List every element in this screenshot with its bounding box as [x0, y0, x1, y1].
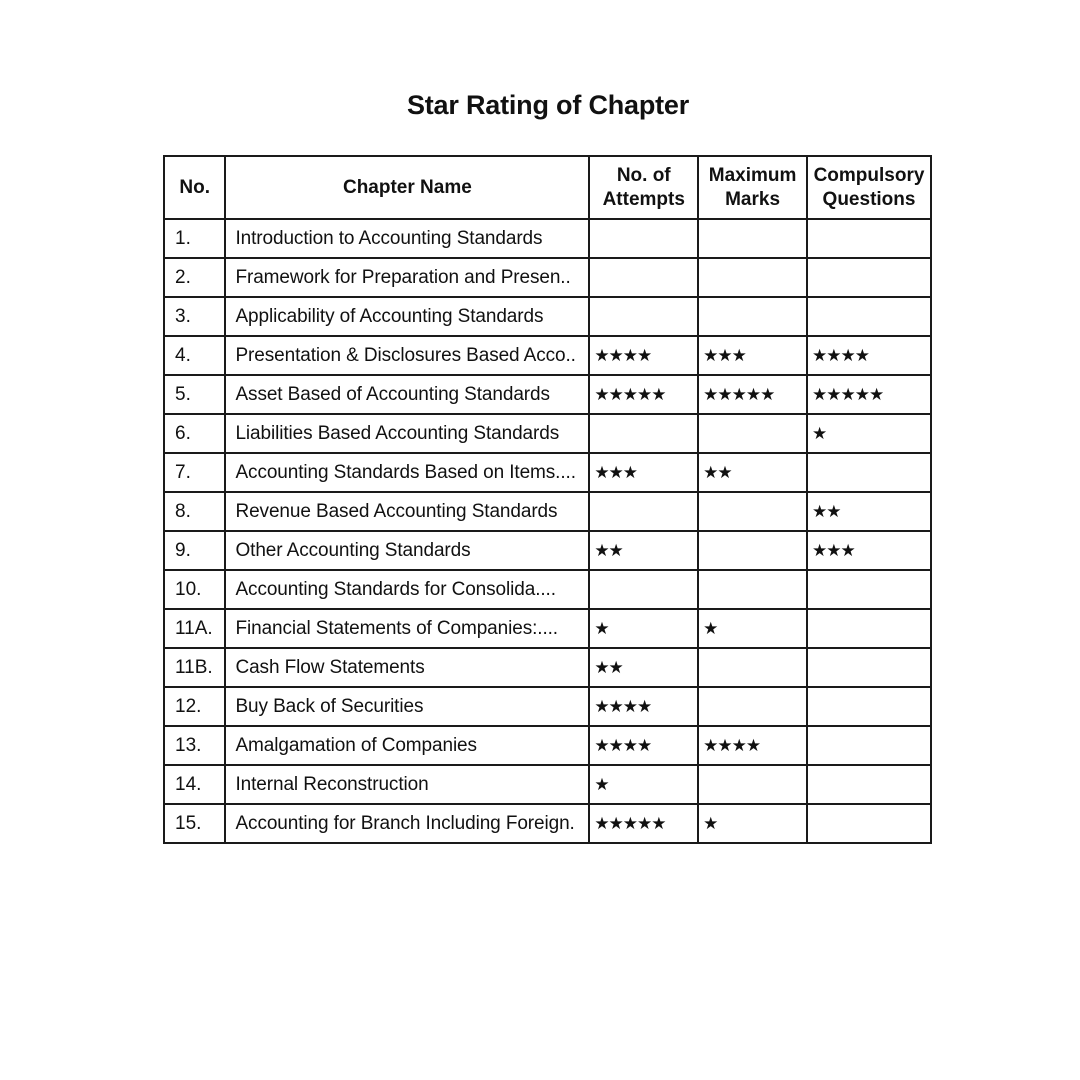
chapter-number: 13. [164, 726, 225, 765]
max-marks-stars [698, 648, 807, 687]
chapter-number: 15. [164, 804, 225, 843]
compulsory-stars: ★★ [807, 492, 931, 531]
compulsory-stars [807, 453, 931, 492]
max-marks-stars: ★★★★ [698, 726, 807, 765]
chapter-number: 7. [164, 453, 225, 492]
table-row [164, 219, 931, 258]
header-attempts [589, 156, 698, 219]
header-compulsory-questions [807, 156, 931, 219]
chapter-number: 2. [164, 258, 225, 297]
attempts-stars: ★★ [589, 648, 698, 687]
chapter-name: Cash Flow Statements [225, 648, 589, 687]
chapter-name: Introduction to Accounting Standards [225, 219, 589, 258]
attempts-stars: ★ [589, 609, 698, 648]
table-row [164, 765, 931, 804]
attempts-stars [589, 219, 698, 258]
header-maximum-marks [698, 156, 807, 219]
max-marks-stars [698, 687, 807, 726]
header-no: No. [164, 156, 225, 219]
attempts-stars: ★★ [589, 531, 698, 570]
table-row [164, 531, 931, 570]
chapter-number: 1. [164, 219, 225, 258]
chapter-name: Accounting for Branch Including Foreign. [225, 804, 589, 843]
chapter-name: Asset Based of Accounting Standards [225, 375, 589, 414]
attempts-stars: ★ [589, 765, 698, 804]
header-max-line2: Marks [725, 188, 781, 210]
chapter-name: Financial Statements of Companies:.... [225, 609, 589, 648]
compulsory-stars [807, 804, 931, 843]
max-marks-stars [698, 570, 807, 609]
chapter-number: 12. [164, 687, 225, 726]
table-row [164, 492, 931, 531]
attempts-stars: ★★★★ [589, 726, 698, 765]
compulsory-stars [807, 297, 931, 336]
attempts-stars [589, 258, 698, 297]
table-row [164, 648, 931, 687]
chapter-name: Presentation & Disclosures Based Acco.. [225, 336, 589, 375]
max-marks-stars: ★★ [698, 453, 807, 492]
header-chapter-name: Chapter Name [225, 156, 589, 219]
max-marks-stars [698, 219, 807, 258]
chapter-name: Internal Reconstruction [225, 765, 589, 804]
star-rating-table [163, 155, 932, 844]
max-marks-stars: ★ [698, 804, 807, 843]
chapter-name: Buy Back of Securities [225, 687, 589, 726]
chapter-name: Framework for Preparation and Presen.. [225, 258, 589, 297]
chapter-number: 8. [164, 492, 225, 531]
compulsory-stars: ★★★★★ [807, 375, 931, 414]
compulsory-stars [807, 726, 931, 765]
table-row [164, 414, 931, 453]
max-marks-stars [698, 414, 807, 453]
compulsory-stars [807, 570, 931, 609]
compulsory-stars [807, 648, 931, 687]
attempts-stars: ★★★★ [589, 687, 698, 726]
attempts-stars [589, 570, 698, 609]
attempts-stars: ★★★ [589, 453, 698, 492]
table-body [164, 219, 931, 843]
max-marks-stars [698, 297, 807, 336]
table-row [164, 687, 931, 726]
table-row [164, 453, 931, 492]
chapter-number: 11B. [164, 648, 225, 687]
page-title: Star Rating of Chapter [406, 90, 690, 120]
compulsory-stars: ★★★★ [807, 336, 931, 375]
table-row [164, 804, 931, 843]
chapter-name: Accounting Standards Based on Items.... [225, 453, 589, 492]
chapter-number: 5. [164, 375, 225, 414]
compulsory-stars [807, 765, 931, 804]
compulsory-stars [807, 219, 931, 258]
attempts-stars: ★★★★★ [589, 375, 698, 414]
attempts-stars: ★★★★★ [589, 804, 698, 843]
compulsory-stars [807, 687, 931, 726]
table-row [164, 609, 931, 648]
chapter-number: 9. [164, 531, 225, 570]
max-marks-stars [698, 765, 807, 804]
attempts-stars [589, 492, 698, 531]
chapter-name: Liabilities Based Accounting Standards [225, 414, 589, 453]
header-comp-line2: Questions [822, 188, 916, 210]
compulsory-stars: ★★★ [807, 531, 931, 570]
chapter-name: Applicability of Accounting Standards [225, 297, 589, 336]
max-marks-stars: ★ [698, 609, 807, 648]
max-marks-stars [698, 531, 807, 570]
chapter-name: Accounting Standards for Consolida.... [225, 570, 589, 609]
attempts-stars [589, 414, 698, 453]
table-row [164, 375, 931, 414]
max-marks-stars [698, 258, 807, 297]
header-comp-line1: Compulsory [813, 164, 925, 186]
chapter-number: 3. [164, 297, 225, 336]
chapter-number: 6. [164, 414, 225, 453]
table-row [164, 726, 931, 765]
compulsory-stars: ★ [807, 414, 931, 453]
chapter-number: 10. [164, 570, 225, 609]
table-row [164, 336, 931, 375]
chapter-number: 4. [164, 336, 225, 375]
attempts-stars [589, 297, 698, 336]
header-attempts-line1: No. of [616, 164, 671, 186]
table-row [164, 297, 931, 336]
max-marks-stars: ★★★ [698, 336, 807, 375]
header-row [164, 156, 931, 219]
chapter-name: Other Accounting Standards [225, 531, 589, 570]
chapter-number: 14. [164, 765, 225, 804]
chapter-number: 11A. [164, 609, 225, 648]
max-marks-stars: ★★★★★ [698, 375, 807, 414]
table-row [164, 570, 931, 609]
header-max-line1: Maximum [708, 164, 797, 186]
chapter-name: Amalgamation of Companies [225, 726, 589, 765]
attempts-stars: ★★★★ [589, 336, 698, 375]
compulsory-stars [807, 258, 931, 297]
compulsory-stars [807, 609, 931, 648]
max-marks-stars [698, 492, 807, 531]
table-row [164, 258, 931, 297]
chapter-name: Revenue Based Accounting Standards [225, 492, 589, 531]
header-attempts-line2: Attempts [602, 188, 685, 210]
table-header [164, 156, 931, 219]
